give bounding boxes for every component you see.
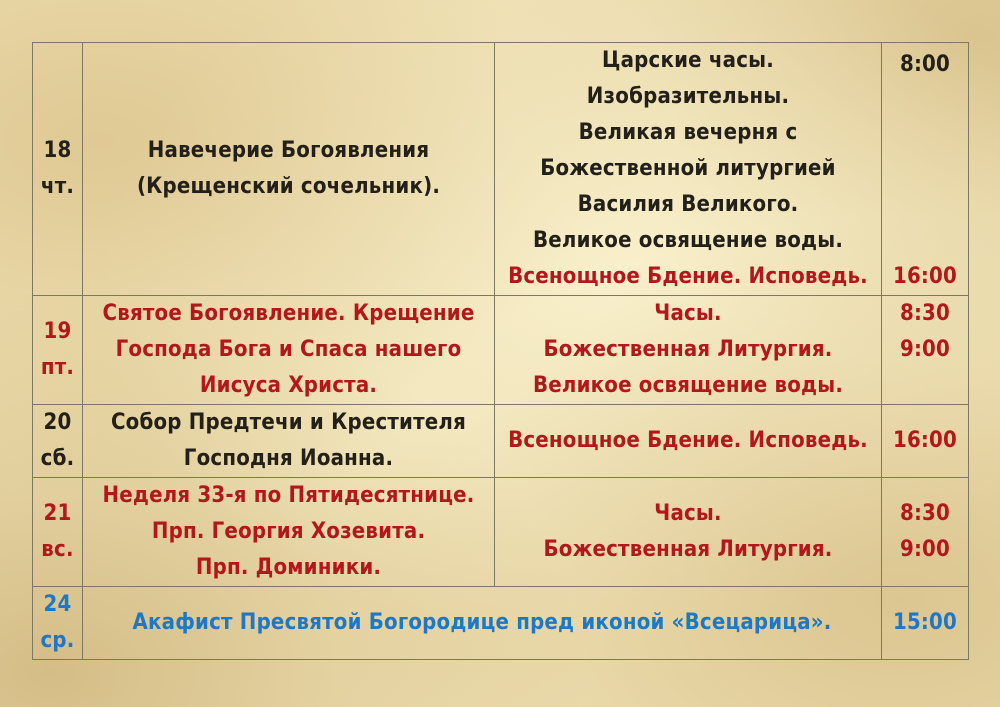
service-line: Василия Великого.	[577, 192, 799, 217]
date-cell	[33, 296, 83, 405]
services-cell	[495, 405, 882, 478]
services-cell	[495, 296, 882, 405]
feast-cell	[83, 296, 495, 405]
time-value: 8:30	[899, 301, 951, 326]
feast-line: Прп. Доминики.	[195, 555, 382, 580]
time-value: 9:00	[899, 337, 951, 362]
time-value: 8:30	[899, 501, 951, 526]
service-line: Божественной литургией	[540, 156, 836, 181]
feast-line: Иисуса Христа.	[199, 373, 378, 398]
service-line: Божественная Литургия.	[543, 537, 833, 562]
feast-cell	[83, 405, 495, 478]
service-line: Изобразительны.	[586, 84, 790, 109]
event-line: Акафист Пресвятой Богородице пред иконой «Всецарица».	[132, 610, 832, 635]
feast-line: Навечерие Богоявления	[147, 138, 430, 163]
time-value: 16:00	[892, 264, 957, 289]
service-line: Часы.	[654, 501, 722, 526]
date-number: 21	[43, 501, 72, 526]
weekday: ср.	[40, 628, 75, 653]
time-cell	[882, 405, 969, 478]
service-line: Великая вечерня с	[578, 120, 798, 145]
date-number: 19	[43, 319, 72, 344]
table-row	[33, 43, 969, 296]
table-row	[33, 478, 969, 587]
services-cell	[495, 478, 882, 587]
service-line: Божественная Литургия.	[543, 337, 833, 362]
time-cell	[882, 43, 969, 296]
time-value: 16:00	[892, 428, 957, 453]
feast-cell	[83, 43, 495, 296]
time-cell	[882, 478, 969, 587]
service-line: Великое освящение воды.	[532, 228, 844, 253]
time-cell	[882, 296, 969, 405]
service-line: Всенощное Бдение. Исповедь.	[508, 428, 868, 453]
date-cell	[33, 405, 83, 478]
services-cell	[495, 43, 882, 296]
feast-line: Собор Предтечи и Крестителя	[110, 410, 467, 435]
service-line: Царские часы.	[602, 48, 774, 73]
date-number: 18	[43, 138, 72, 163]
event-cell	[83, 587, 882, 660]
table-row	[33, 587, 969, 660]
table-row	[33, 296, 969, 405]
date-cell	[33, 587, 83, 660]
weekday: сб.	[40, 446, 75, 471]
date-number: 20	[43, 410, 72, 435]
date-cell	[33, 43, 83, 296]
service-line: Всенощное Бдение. Исповедь.	[508, 264, 868, 289]
time-value: 15:00	[892, 610, 957, 635]
time-value: 9:00	[899, 537, 951, 562]
service-line: Великое освящение воды.	[532, 373, 844, 398]
time-cell	[882, 587, 969, 660]
feast-line: Господа Бога и Спаса нашего	[115, 337, 462, 362]
feast-line: Прп. Георгия Хозевита.	[151, 519, 426, 544]
feast-line: (Крещенский сочельник).	[136, 174, 441, 199]
time-value: 8:00	[899, 52, 951, 77]
schedule-sheet	[32, 42, 969, 660]
weekday: пт.	[40, 355, 75, 380]
schedule-table	[32, 42, 969, 660]
feast-line: Святое Богоявление. Крещение	[102, 301, 475, 326]
feast-line: Неделя 33-я по Пятидесятнице.	[102, 483, 475, 508]
feast-cell	[83, 478, 495, 587]
service-line: Часы.	[654, 301, 722, 326]
feast-line: Господня Иоанна.	[183, 446, 394, 471]
table-row	[33, 405, 969, 478]
date-number: 24	[43, 592, 72, 617]
weekday: вс.	[41, 537, 74, 562]
date-cell	[33, 478, 83, 587]
weekday: чт.	[40, 174, 75, 199]
